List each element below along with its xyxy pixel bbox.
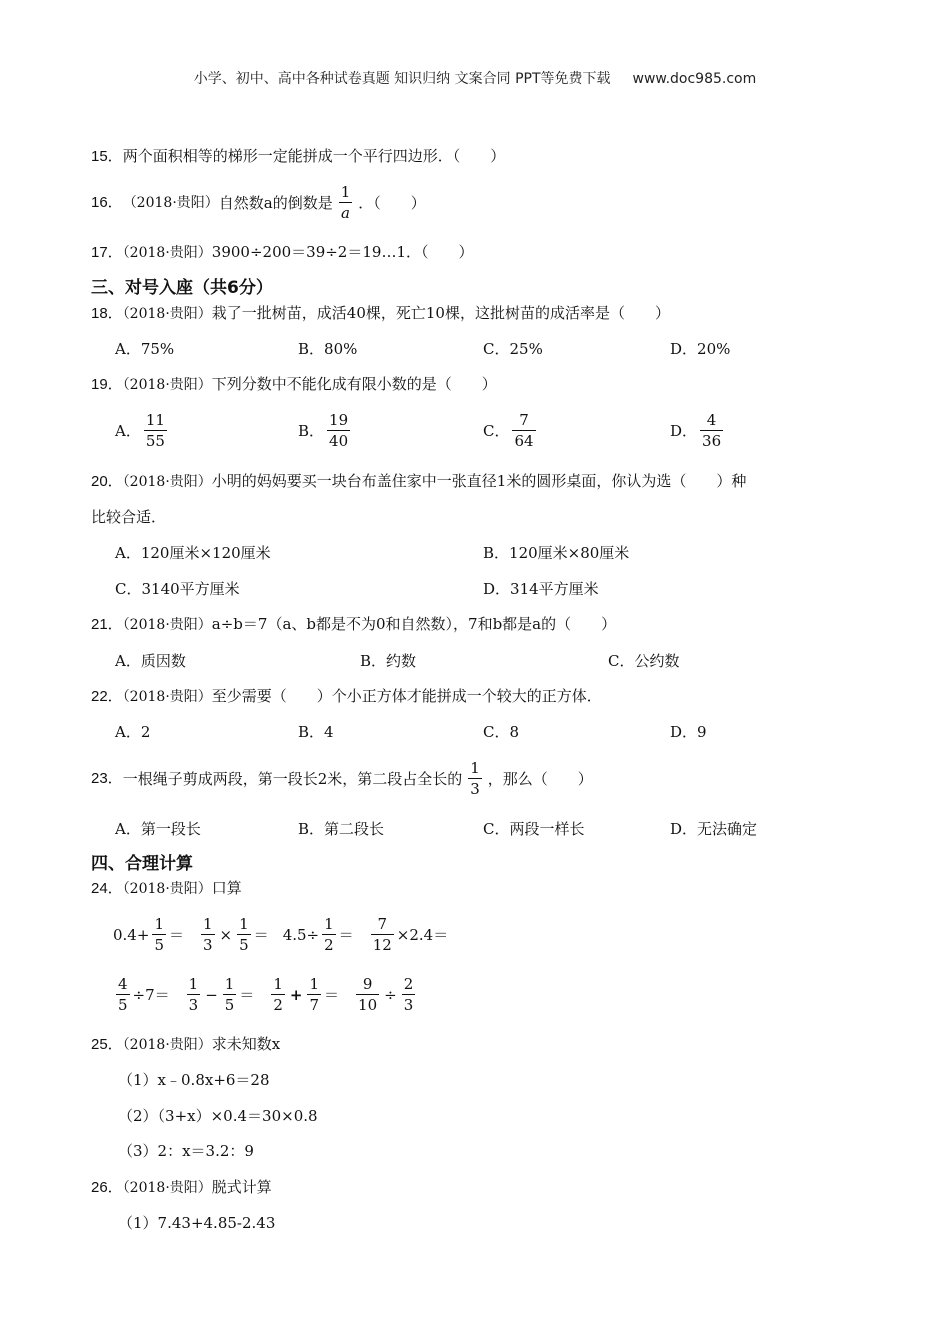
question-text: 一根绳子剪成两段，第一段长2米，第二段占全长的 [122, 769, 463, 788]
option-label: D． [670, 421, 698, 440]
question-text: 脱式计算 [211, 1178, 272, 1196]
fraction [468, 758, 482, 799]
question-26 [91, 1177, 272, 1198]
fraction-numerator: 7 [377, 915, 387, 933]
question-17 [91, 242, 473, 263]
equation-item-2: （2）（3+x）×0.4＝30×0.8 [118, 1107, 318, 1125]
calc-row-2 [113, 974, 432, 1015]
fraction [116, 974, 130, 1015]
fraction [201, 914, 215, 955]
question-source: （2018·贵阳） [122, 474, 212, 490]
option-a[interactable] [115, 410, 170, 451]
section-heading-4: 四、合理计算 [91, 854, 193, 874]
question-source: （2018·贵阳） [122, 1037, 212, 1053]
question-source: （2018·贵阳） [122, 194, 219, 211]
fraction-numerator: 1 [154, 915, 164, 933]
fraction-denominator: 3 [403, 996, 414, 1014]
option-label: A． [115, 421, 141, 440]
option-b[interactable]: B．4 [298, 723, 334, 741]
option-label: C． [483, 421, 510, 440]
question-number: 16． [91, 193, 123, 211]
equation-item-1: （1）x﹣0.8x+6＝28 [118, 1071, 270, 1089]
fraction-denominator: 36 [702, 432, 722, 450]
fraction-numerator: 7 [519, 411, 529, 429]
option-d[interactable]: D．20% [670, 340, 731, 358]
fraction-denominator: 2 [273, 996, 283, 1014]
equals-sign: ＝ [324, 985, 340, 1004]
question-23 [91, 758, 593, 799]
fraction-denominator: 40 [329, 432, 349, 450]
question-text: a÷b＝7（a、b都是不为0和自然数），7和b都是a的（ ） [211, 615, 617, 633]
question-number: 15． [91, 148, 123, 165]
question-number: 24． [91, 880, 123, 897]
question-number: 20． [91, 473, 123, 490]
operator: + [289, 985, 303, 1004]
option-b[interactable]: B．80% [298, 340, 358, 358]
fraction-denominator: 5 [118, 996, 128, 1014]
calc-expression-3 [283, 914, 354, 955]
fraction [356, 974, 379, 1015]
fraction-numerator: 1 [324, 915, 334, 933]
question-text: 至少需要（ ）个小正方体才能拼成一个较大的正方体． [211, 687, 602, 705]
fraction-numerator: 1 [188, 975, 199, 993]
operator: − [205, 985, 218, 1004]
question-source: （2018·贵阳） [122, 617, 212, 633]
fraction [322, 914, 336, 955]
page-header [0, 69, 950, 89]
option-d[interactable]: D．314平方厘米 [483, 580, 599, 598]
calc-expression-5 [113, 974, 170, 1015]
fraction [339, 182, 353, 223]
question-source: （2018·贵阳） [122, 689, 212, 705]
question-21 [91, 614, 616, 635]
question-number: 26． [91, 1179, 123, 1196]
fraction [223, 974, 237, 1015]
fraction-denominator: 5 [239, 936, 249, 954]
question-text: 小明的妈妈要买一块台布盖住家中一张直径1米的圆形桌面，你认为选（ ）种 [211, 472, 747, 490]
fraction-numerator: 11 [145, 411, 165, 429]
option-b[interactable]: B．120厘米×80厘米 [483, 544, 630, 562]
fraction-numerator: 19 [329, 411, 349, 429]
calc-expression-6 [184, 974, 255, 1015]
question-text-end: ．（ ） [358, 193, 426, 212]
fraction-denominator: 3 [188, 996, 199, 1014]
question-number: 19． [91, 376, 123, 393]
fraction-numerator: 2 [403, 975, 414, 993]
fraction [327, 410, 350, 451]
fraction-numerator: 1 [239, 915, 249, 933]
option-c[interactable]: C．25% [483, 340, 543, 358]
question-source: （2018·贵阳） [122, 377, 212, 393]
equals-sign: ＝ [239, 985, 255, 1004]
fraction-denominator: 12 [372, 936, 392, 954]
question-text: 栽了一批树苗，成活40棵，死亡10棵，这批树苗的成活率是（ ） [211, 304, 670, 322]
question-25 [91, 1034, 280, 1055]
operator: ÷ [384, 985, 397, 1004]
question-20-continued: 比较合适． [91, 508, 167, 526]
equals-sign: ＝ [253, 925, 269, 944]
question-source: （2018·贵阳） [122, 881, 212, 897]
fraction-denominator: 64 [514, 432, 534, 450]
calc-item-1: （1）7.43+4.85-2.43 [118, 1214, 276, 1232]
option-d[interactable]: D．9 [670, 723, 707, 741]
fraction [271, 974, 285, 1015]
option-label: B． [298, 421, 325, 440]
calc-term: ÷7＝ [132, 985, 170, 1004]
question-text-end: ，那么（ ） [487, 769, 593, 788]
option-c[interactable]: C．3140平方厘米 [115, 580, 240, 598]
calc-term: 0.4+ [113, 925, 150, 944]
calc-term: 4.5÷ [282, 925, 320, 944]
fraction [700, 410, 723, 451]
fraction-numerator: 1 [309, 975, 320, 993]
question-number: 22． [91, 688, 123, 705]
question-source: （2018·贵阳） [122, 306, 212, 322]
question-24 [91, 878, 242, 899]
option-b[interactable]: B．第二段长 [298, 820, 385, 838]
option-c[interactable]: C．两段一样长 [483, 820, 585, 838]
fraction-denominator: a [341, 204, 350, 222]
fraction-denominator: 5 [154, 936, 164, 954]
calc-term: ×2.4＝ [396, 925, 449, 944]
option-a[interactable]: A．75% [115, 340, 175, 358]
fraction-numerator: 1 [273, 975, 283, 993]
question-source: （2018·贵阳） [122, 1180, 212, 1196]
question-text: 口算 [211, 879, 242, 897]
option-a[interactable]: A．质因数 [115, 652, 186, 670]
fraction [512, 410, 535, 451]
fraction [187, 974, 201, 1015]
option-b[interactable] [298, 410, 353, 451]
question-number: 17． [91, 244, 123, 261]
fraction-denominator: 3 [470, 780, 480, 798]
fraction-denominator: 5 [224, 996, 235, 1014]
fraction-denominator: 2 [324, 936, 334, 954]
fraction-denominator: 55 [145, 432, 165, 450]
fraction [237, 914, 251, 955]
fraction-numerator: 1 [203, 915, 213, 933]
question-text: 3900÷200＝39÷2＝19…1．（ ） [211, 243, 474, 261]
option-d[interactable]: D．无法确定 [670, 820, 758, 838]
option-a[interactable]: A．2 [115, 723, 151, 741]
fraction-numerator: 4 [706, 411, 717, 429]
fraction [307, 974, 321, 1015]
calc-expression-1 [113, 914, 184, 955]
fraction-numerator: 9 [362, 975, 373, 993]
question-20 [91, 471, 746, 492]
option-c[interactable]: C．8 [483, 723, 520, 741]
header-text: 小学、初中、高中各种试卷真题 知识归纳 文案合同 PPT等免费下载 [193, 71, 611, 87]
equation-item-3: （3）2：x＝3.2：9 [118, 1142, 254, 1160]
equals-sign: ＝ [168, 925, 184, 944]
section-heading-3: 三、对号入座（共6分） [91, 278, 273, 298]
option-c[interactable]: C．公约数 [608, 652, 680, 670]
equals-sign: ＝ [338, 925, 354, 944]
calc-expression-8 [353, 974, 418, 1015]
calc-expression-4 [368, 914, 449, 955]
option-c[interactable] [483, 410, 539, 451]
question-text: 两个面积相等的梯形一定能拼成一个平行四边形．（ ） [122, 147, 506, 165]
fraction-denominator: 7 [309, 996, 320, 1014]
calc-expression-7 [268, 974, 339, 1015]
fraction-numerator: 1 [340, 183, 351, 201]
question-19 [91, 374, 497, 395]
fraction-numerator: 4 [118, 975, 128, 993]
question-text: 下列分数中不能化成有限小数的是（ ） [211, 375, 497, 393]
calc-expression-2 [198, 914, 269, 955]
header-url[interactable]: www.doc985.com [632, 71, 757, 87]
question-15 [91, 146, 505, 167]
option-d[interactable] [670, 410, 726, 451]
fraction [371, 914, 394, 955]
calc-row-1 [113, 914, 462, 955]
fraction [152, 914, 166, 955]
option-b[interactable]: B．约数 [360, 652, 417, 670]
option-a[interactable]: A．第一段长 [115, 820, 201, 838]
fraction [144, 410, 167, 451]
question-number: 25． [91, 1036, 123, 1053]
question-number: 18． [91, 305, 123, 322]
fraction [402, 974, 416, 1015]
fraction-numerator: 1 [224, 975, 235, 993]
fraction-denominator: 10 [358, 996, 378, 1014]
question-22 [91, 686, 602, 707]
question-16 [91, 182, 426, 223]
question-text: 求未知数x [211, 1035, 281, 1053]
question-source: （2018·贵阳） [122, 245, 212, 261]
question-number: 23． [91, 769, 123, 787]
fraction-numerator: 1 [470, 759, 480, 777]
question-text: 自然数a的倒数是 [218, 193, 333, 212]
question-18 [91, 303, 670, 324]
option-a[interactable]: A．120厘米×120厘米 [115, 544, 271, 562]
fraction-denominator: 3 [203, 936, 213, 954]
operator: × [219, 925, 233, 944]
question-number: 21． [91, 616, 123, 633]
